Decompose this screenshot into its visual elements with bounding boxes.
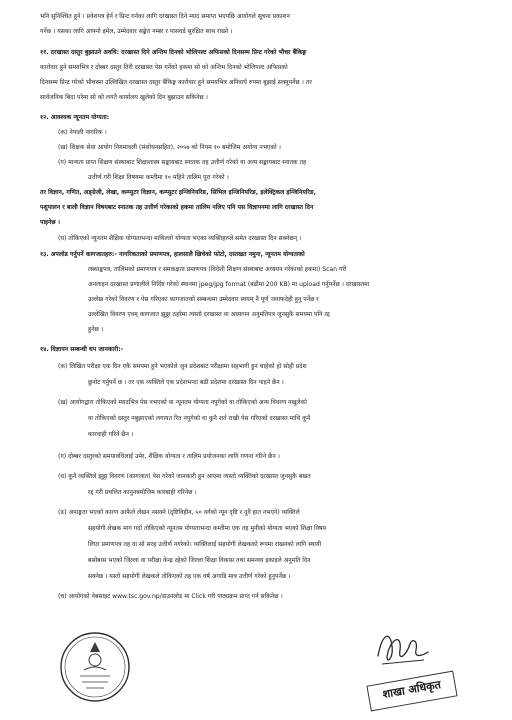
section-13-heading: १३. अपलोड गर्नुपर्ने कागजातहरु:- नागरिकताको प्रमाणपत्र, हालसालै खिचेको फोटो, दस्तखत नमुना, न्यूनतम योग्यताको xyxy=(40,251,305,258)
text-line: (घ) तोकिएको न्यूनतम शैक्षिक योग्यताभन्दा माथिल्लो योग्यता भएका व्यक्तिहरुले समेत दरखास्त दिन सक्नेछन् । xyxy=(58,235,302,242)
text-line: (ग) दोब्बर दस्तुरको समयावधिलाई उमेर, शैक्षिक योग्यता र तालिम प्रयोजनका लागि गणना गरिने छैन । xyxy=(58,453,280,460)
text-line: (घ) कुनै व्यक्तिले झुट्ठा विवरण (कागजात) पेस गरेको जानकारी हुन आएमा त्यस्तो व्यक्तिको दरखास्त जुनसुकै बखत xyxy=(58,473,311,480)
text-line: (ग) मान्यता प्राप्त शिक्षण संस्थाबाट शिक्षाशास्त्र सङ्कायबाट स्नातक तह उत्तीर्ण गरेको वा अन्य सङ्कायबाट स्नातक तह xyxy=(58,159,307,166)
text-line: उल्लेखित विवरण एवम् कागजात झुठ्ठा ठहरेमा त्यस्तो दरखास्त वा अध्यापन अनुमतिपत्र जुनसुकै समयमा पनि रद्द xyxy=(88,311,330,318)
section-14-heading: १४. विज्ञापन सम्बन्धी थप जानकारी:- xyxy=(40,346,124,353)
text-line: (ख) आयोगद्वारा तोकिएको म्यादभित्र पेस नभएको वा न्यूनतम योग्यता नपुगेको वा तोकिएको अन्य विवरण नखुलेको xyxy=(58,399,307,406)
text-line-bold: तर विज्ञान, गणित, अङ्ग्रेजी, लेखा, कम्प्युटर विज्ञान, कम्प्युटर इन्जिनियरिङ, सिभिल इन्जिनियरिङ, इलेक्ट्रिकल इन्जिनियरिङ, xyxy=(40,189,317,196)
text-line: भनि सुनिश्चित हुने । प्रवेशपत्र हेर्न र प्रिन्ट गर्नका लागि दरखास्त दिने म्याद समाप्त भएपछि आयोगले सूचना प्रकाशन xyxy=(40,13,290,20)
text-line: बसोबास भएको जिल्ला वा परीक्षा केन्द्र रहेको जिल्ला शिक्षा विकास तथा समन्वय इकाइले अनुमति दिन xyxy=(88,557,311,564)
text-line: (ङ) अपाङ्गता भएको कारण आफैले लेखन नसक्ने (दृष्टिविहीन, ५० वर्गको न्यून दृष्टि र दुवै हात नभएने) व्यक्तिले xyxy=(58,509,300,516)
office-stamp: शाखा अधिकृत xyxy=(366,671,457,712)
text-line: लिएर प्रमाणपत्र तह वा सो सरह उत्तीर्ण नगरेको। व्यक्तिलाई सहयोगी लेखकको रूपमा राखनको लागि स्थायी xyxy=(88,541,322,548)
text-line: छुनोट गर्नुपर्ने छ । तर एक व्यक्तिले एक प्रदेशभन्दा बढी प्रदेशमा दरखास्त दिन पाइने छैन । xyxy=(88,379,284,386)
text-line: लब्धाङ्कपत्र, तालिमको प्रमाणपत्र र समकक्षता प्रमाणपत्र (विदेशी शिक्षण संस्थाबाट अध्ययन गरेकाको हकमा) Scan गरी xyxy=(88,266,347,273)
text-line: सक्नेछ । यस्तो सहयोगी लेखकले तोकिएको तह एक वर्ष अगाडि मात्र उत्तीर्ण गरेको हुनुपर्नेछ । xyxy=(88,573,291,580)
text-line: (च) आयोगको वेबसाइट www.tsc.gov.np/डाउनलोड मा Click गरी पाठ्यक्रम प्राप्त गर्न सकिनेछ । xyxy=(58,593,283,600)
official-seal xyxy=(58,630,132,704)
section-11-heading: ११. दरखास्त दस्तुर बुझाउने अवधि: दरखास्त दिने अन्तिम दिनको भोलिपल्ट अफिसको दिनसम्म प्रिन्ट गरेको भौचर बैंकिङ्ग xyxy=(40,49,307,56)
text-line: वा तोकिएको दस्तुर नबुझाएको लगायत रित नपुगेको वा कुनै शर्त राखी पेस गरिएको दरखास्त माथि कुनै xyxy=(88,415,311,422)
text-line: कारवाही गरिने छैन । xyxy=(88,431,134,438)
text-line: उल्लेख गरेको विवरण र पेस गरिएका कागजातको सम्बन्धमा उम्मेदवार स्वयम् नै पूर्ण जवाफदेही हुनु पर्नेछ र xyxy=(88,296,319,303)
text-line: उत्तीर्ण गरी शिक्षा विषयमा कम्तीमा १० महिने तालिम पूरा गरेको । xyxy=(88,174,229,181)
text-line: सार्वजनिक बिदा परेमा सो को लगतै कार्यालय खुलेको दिन बुझाउन सकिनेछ । xyxy=(40,94,208,101)
text-line: सहयोगी लेखक माग गर्दा तोकिएको न्यूनतम योग्यताभन्दा कम्तीमा एक तह मुनीको योग्यता भएको शिक्षा विषय xyxy=(88,525,327,532)
text-line: कारोवार हुने समयभित्र र दोब्बर दस्तुर तिरी दरखास्त पेस गर्नेको हकमा सो को अन्तिम दिनको भोलिपल्ट अफिसको xyxy=(40,64,288,71)
text-line: (क) लिखित परीक्षा एक दिन एकै समयमा हुने भएकोले जुन प्रदेशबाट परीक्षामा सहभागी हुन चाहेको हो सोही प्रदेश xyxy=(58,363,307,370)
text-line: हुनेछ । xyxy=(88,326,104,333)
signature xyxy=(372,626,432,674)
text-line: (ख) शिक्षक सेवा आयोग नियमावली (संशोधनसहित), २०५७ को नियम १० बमोजिम अयोग्य नभएको । xyxy=(58,144,281,151)
text-line: रद्द गरी प्रचलित कानुनबमोजिम कारबाही गरिनेछ । xyxy=(88,489,197,496)
text-line: (क) नेपाली नागरिक । xyxy=(58,129,107,136)
text-line-bold: पशुपालन र बाली विज्ञान विषयबाट स्नातक तह उत्तीर्ण गरेकाको हकमा तालिम नलिए पनि यस विज्ञापनमा लागि दरखास्त दिन xyxy=(40,204,314,211)
text-line-bold: पाइनेछ । xyxy=(40,219,61,226)
section-12-heading: १२. आवश्यक न्यूनतम योग्यता: xyxy=(40,114,110,121)
text-line: गर्नेछ । यसका लागि आफ्नो इमेल, उम्मेदवार सङ्केत नम्बर र पासवर्ड सुरक्षित साथ राख्ने । xyxy=(40,28,233,35)
text-line: दिनसम्म प्रिन्ट गरेको भौचरमा उल्लिखित दरखास्त दस्तुर बैंकिङ्ग कारोवार हुने समयभित्र अनिवार्य रुपमा बुझाई सक्नुपर्नेछ । तर xyxy=(40,79,312,86)
text-line: अनलाइन दरखास्त प्रणालीले निर्दिष्ट गरेको स्थानमा jpeg/jpg format (बढीमा 200 KB) मा upload गर्नुपर्नेछ । दरखास्तमा xyxy=(88,281,370,288)
